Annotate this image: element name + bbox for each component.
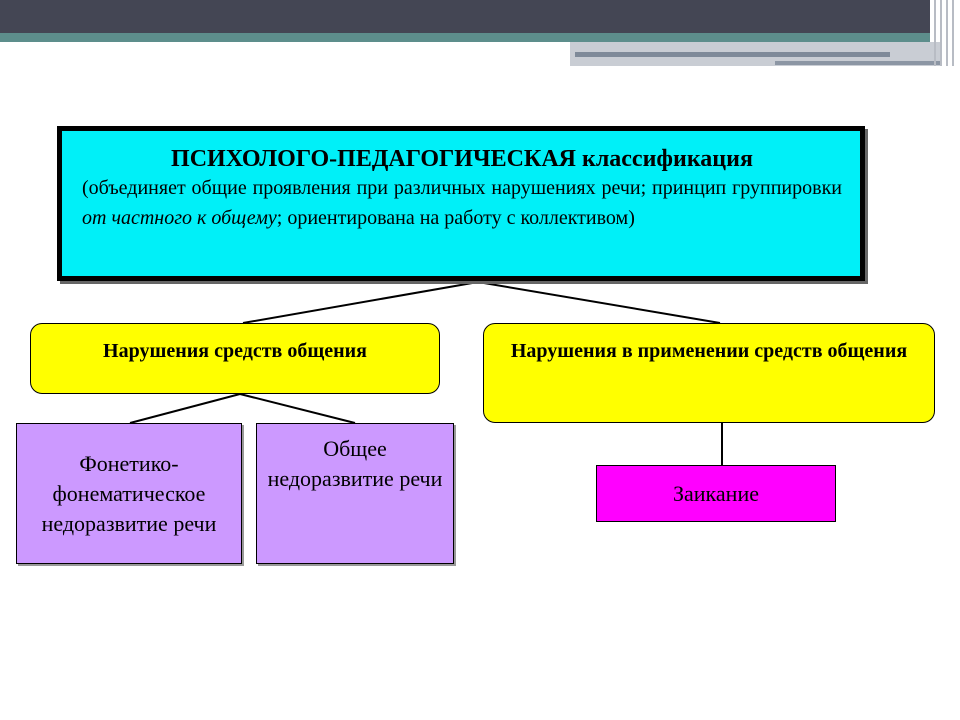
- leaf-phonetic-node: [16, 423, 242, 564]
- root-node: [57, 126, 865, 281]
- leaf-stuttering-label: Заикание: [673, 480, 759, 506]
- connector-left-leaf1: [130, 394, 240, 423]
- leaf-phonetic-label: Фонетико-фонематическое недоразвитие речи: [41, 450, 217, 536]
- branch-right-node: [483, 323, 935, 423]
- root-desc-part2: ; ориентирована на работу с коллективом): [276, 207, 635, 229]
- connector-root-right: [478, 282, 720, 323]
- leaf-stuttering-node: [596, 465, 836, 522]
- connector-root-left: [243, 282, 478, 323]
- branch-left-label: Нарушения средств общения: [103, 340, 367, 362]
- connector-left-leaf2: [240, 394, 355, 423]
- branch-left-node: [30, 323, 440, 394]
- root-description: [82, 173, 842, 233]
- leaf-general-label: Общее недоразвитие речи: [267, 436, 443, 491]
- leaf-general-node: [256, 423, 454, 564]
- branch-right-label: Нарушения в применении средств общения: [510, 340, 908, 362]
- root-desc-italic: от частного к общему: [82, 207, 277, 229]
- root-desc-part1: (объединяет общие проявления при различных нарушениях речи; принцип группировки: [82, 177, 842, 199]
- root-title: ПСИХОЛОГО-ПЕДАГОГИЧЕСКАЯ классификация: [171, 146, 753, 172]
